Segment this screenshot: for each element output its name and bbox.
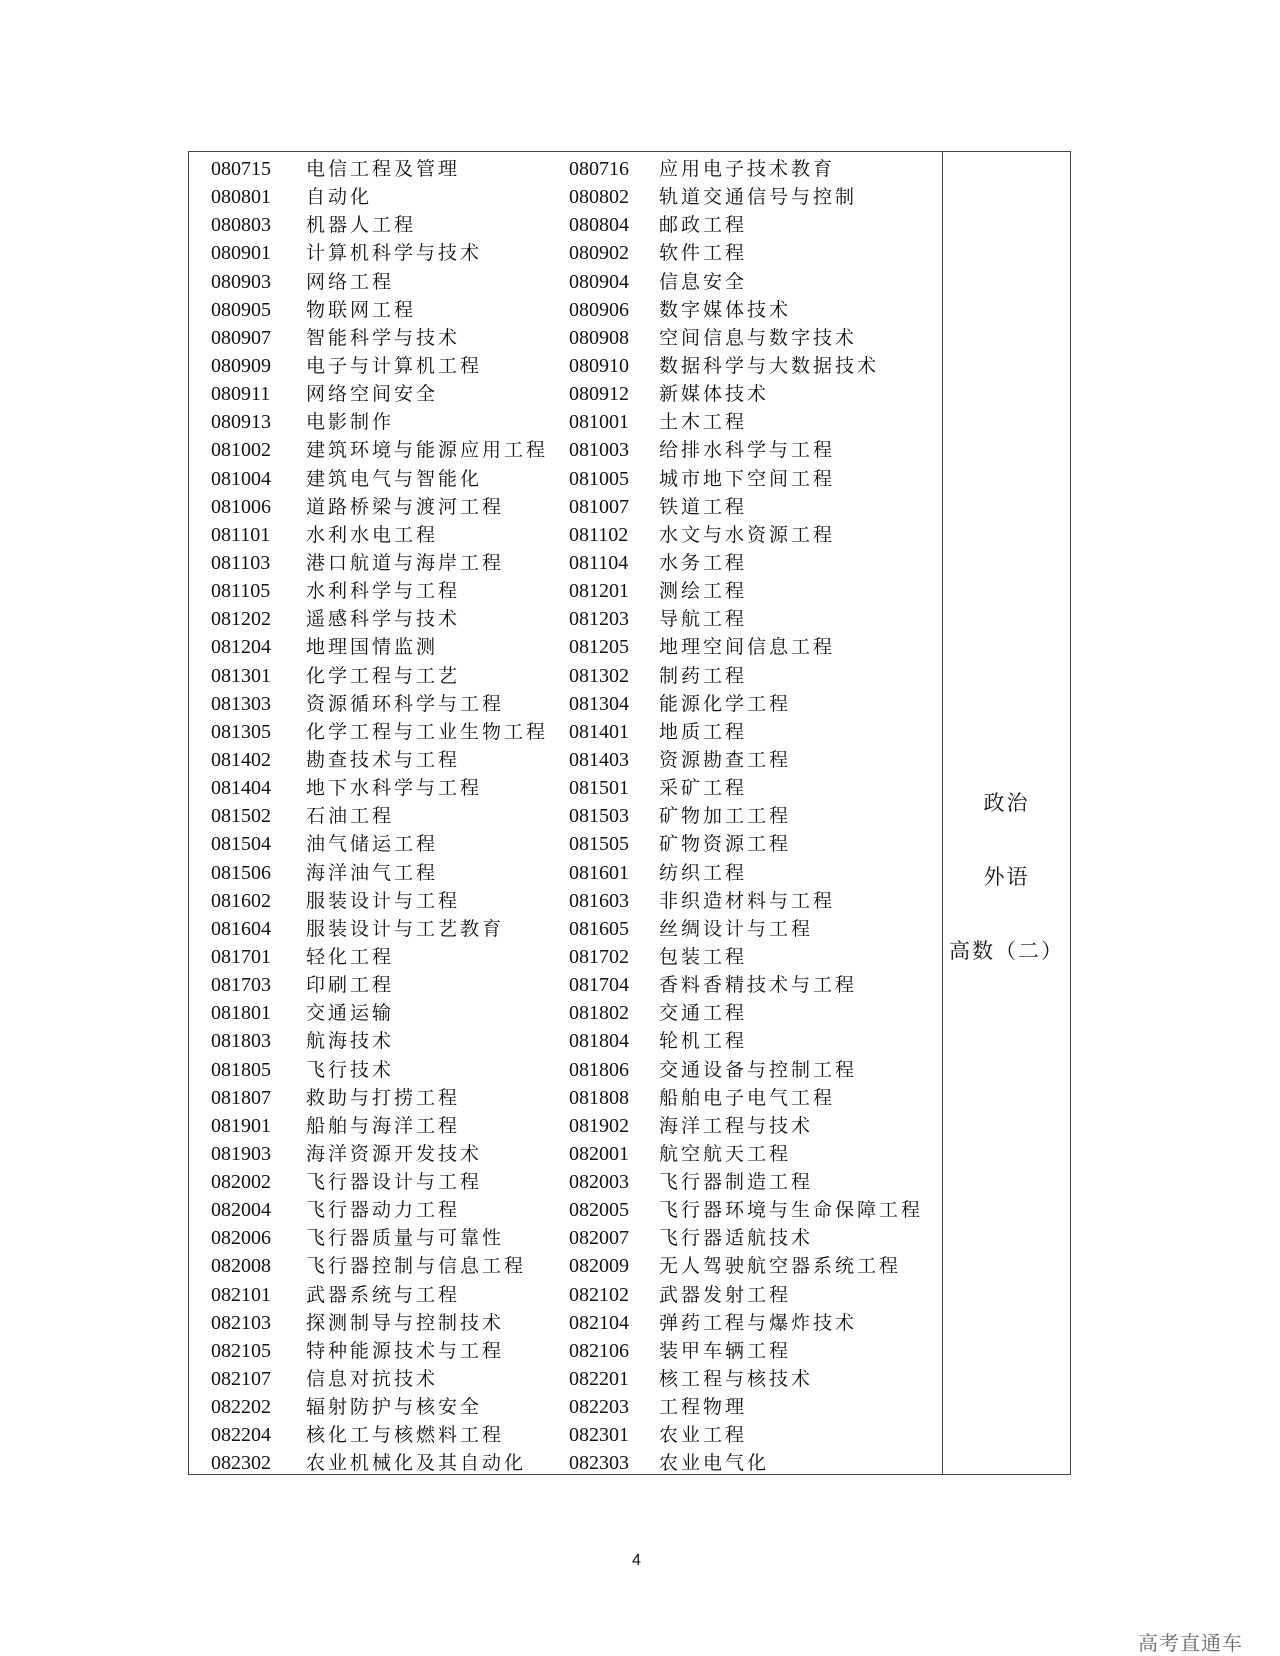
table-row xyxy=(189,1421,942,1449)
major-name: 网络工程 xyxy=(306,270,395,293)
major-code: 080907 xyxy=(211,326,271,349)
table-row xyxy=(189,155,942,183)
major-name: 数字媒体技术 xyxy=(659,298,792,321)
major-code: 081803 xyxy=(211,1030,271,1053)
major-name: 服装设计与工艺教育 xyxy=(306,917,505,940)
major-code: 080901 xyxy=(211,242,271,265)
major-code: 080801 xyxy=(211,186,271,209)
major-code: 081704 xyxy=(569,974,629,997)
major-name: 海洋工程与技术 xyxy=(659,1114,814,1137)
major-name: 农业工程 xyxy=(659,1424,748,1447)
major-code: 080715 xyxy=(211,158,271,180)
table-row xyxy=(189,999,942,1027)
major-code: 082001 xyxy=(569,1142,629,1165)
major-name: 飞行器适航技术 xyxy=(659,1227,814,1250)
major-code: 082103 xyxy=(211,1311,271,1334)
major-code: 081301 xyxy=(211,664,271,687)
major-code: 080909 xyxy=(211,354,271,377)
major-code: 082002 xyxy=(211,1171,271,1194)
major-name: 武器发射工程 xyxy=(659,1283,792,1306)
major-code: 082303 xyxy=(569,1452,629,1475)
major-code: 080905 xyxy=(211,298,271,321)
major-name: 农业机械化及其自动化 xyxy=(306,1452,527,1475)
major-name: 制药工程 xyxy=(659,664,748,687)
major-name: 非织造材料与工程 xyxy=(659,889,836,912)
major-name: 物联网工程 xyxy=(306,298,417,321)
major-code: 081503 xyxy=(569,805,629,828)
major-name: 轮机工程 xyxy=(659,1030,748,1053)
major-name: 飞行器制造工程 xyxy=(659,1171,814,1194)
major-name: 地下水科学与工程 xyxy=(306,777,483,800)
major-code: 080904 xyxy=(569,270,629,293)
table-row xyxy=(189,1281,942,1309)
table-row xyxy=(189,1112,942,1140)
major-code: 081005 xyxy=(569,467,629,490)
table-row xyxy=(189,774,942,802)
major-name: 印刷工程 xyxy=(306,974,395,997)
major-code: 081304 xyxy=(569,692,629,715)
major-name: 电子与计算机工程 xyxy=(306,354,483,377)
major-name: 工程物理 xyxy=(659,1396,748,1419)
major-name: 纺织工程 xyxy=(659,861,748,884)
major-name: 航海技术 xyxy=(306,1030,395,1053)
major-name: 导航工程 xyxy=(659,608,748,631)
major-name: 船舶与海洋工程 xyxy=(306,1114,461,1137)
table-row xyxy=(189,1140,942,1168)
major-name: 电信工程及管理 xyxy=(306,158,461,180)
major-name: 飞行器设计与工程 xyxy=(306,1171,483,1194)
major-name: 装甲车辆工程 xyxy=(659,1339,792,1362)
major-name: 软件工程 xyxy=(659,242,748,265)
major-code: 081808 xyxy=(569,1086,629,1109)
major-name: 轻化工程 xyxy=(306,945,395,968)
major-code: 080908 xyxy=(569,326,629,349)
table-row xyxy=(189,577,942,605)
table-row xyxy=(189,690,942,718)
table-row xyxy=(189,183,942,211)
major-name: 电影制作 xyxy=(306,411,395,434)
major-name: 建筑环境与能源应用工程 xyxy=(306,439,549,462)
major-code: 081003 xyxy=(569,439,629,462)
major-code: 081004 xyxy=(211,467,271,490)
major-name: 救助与打捞工程 xyxy=(306,1086,461,1109)
major-code: 080906 xyxy=(569,298,629,321)
major-code: 080902 xyxy=(569,242,629,265)
major-name: 地质工程 xyxy=(659,720,748,743)
major-code: 081007 xyxy=(569,495,629,518)
table-row xyxy=(189,1449,942,1477)
major-name: 智能科学与技术 xyxy=(306,326,461,349)
major-name: 辐射防护与核安全 xyxy=(306,1396,483,1419)
table-row xyxy=(189,605,942,633)
major-code: 081804 xyxy=(569,1030,629,1053)
table-row xyxy=(189,436,942,464)
major-name: 农业电气化 xyxy=(659,1452,770,1475)
major-code: 081402 xyxy=(211,748,271,771)
table-row xyxy=(189,1056,942,1084)
major-name: 水务工程 xyxy=(659,551,748,574)
table-row xyxy=(189,1224,942,1252)
major-code: 082005 xyxy=(569,1199,629,1222)
table-row xyxy=(189,549,942,577)
major-name: 道路桥梁与渡河工程 xyxy=(306,495,505,518)
table-row xyxy=(189,943,942,971)
table-row xyxy=(189,633,942,661)
major-code: 081805 xyxy=(211,1058,271,1081)
major-code: 080804 xyxy=(569,214,629,237)
major-name: 船舶电子电气工程 xyxy=(659,1086,836,1109)
major-code: 082009 xyxy=(569,1255,629,1278)
table-row xyxy=(189,408,942,436)
major-code: 082003 xyxy=(569,1171,629,1194)
major-name: 数据科学与大数据技术 xyxy=(659,354,880,377)
major-name: 矿物资源工程 xyxy=(659,833,792,856)
major-code: 082203 xyxy=(569,1396,629,1419)
major-code: 081404 xyxy=(211,777,271,800)
major-name: 信息对抗技术 xyxy=(306,1368,439,1391)
major-name: 网络空间安全 xyxy=(306,383,439,406)
major-name: 海洋资源开发技术 xyxy=(306,1142,483,1165)
major-code: 082004 xyxy=(211,1199,271,1222)
table-row xyxy=(189,1027,942,1055)
majors-rows xyxy=(189,155,942,1478)
major-code: 081603 xyxy=(569,889,629,912)
major-name: 资源勘查工程 xyxy=(659,748,792,771)
major-name: 服装设计与工程 xyxy=(306,889,461,912)
major-name: 武器系统与工程 xyxy=(306,1283,461,1306)
table-row xyxy=(189,521,942,549)
major-code: 081101 xyxy=(211,523,271,546)
major-name: 应用电子技术教育 xyxy=(659,158,836,180)
major-code: 081002 xyxy=(211,439,271,462)
major-code: 080911 xyxy=(211,383,271,406)
table-row xyxy=(189,239,942,267)
major-name: 水利水电工程 xyxy=(306,523,439,546)
major-code: 082106 xyxy=(569,1339,629,1362)
major-name: 水利科学与工程 xyxy=(306,580,461,603)
major-name: 交通运输 xyxy=(306,1002,395,1025)
subject-foreign-language: 外语 xyxy=(983,865,1030,889)
major-name: 土木工程 xyxy=(659,411,748,434)
major-code: 081102 xyxy=(569,523,629,546)
major-name: 核化工与核燃料工程 xyxy=(306,1424,505,1447)
table-row xyxy=(189,887,942,915)
table-row xyxy=(189,380,942,408)
major-code: 080912 xyxy=(569,383,629,406)
major-name: 能源化学工程 xyxy=(659,692,792,715)
major-code: 080716 xyxy=(569,158,629,180)
table-row xyxy=(189,915,942,943)
major-name: 计算机科学与技术 xyxy=(306,242,483,265)
major-name: 特种能源技术与工程 xyxy=(306,1339,505,1362)
major-code: 081501 xyxy=(569,777,629,800)
table-row xyxy=(189,830,942,858)
major-code: 081506 xyxy=(211,861,271,884)
major-code: 081703 xyxy=(211,974,271,997)
major-name: 交通工程 xyxy=(659,1002,748,1025)
major-name: 信息安全 xyxy=(659,270,748,293)
major-name: 飞行器环境与生命保障工程 xyxy=(659,1199,924,1222)
major-name: 矿物加工工程 xyxy=(659,805,792,828)
major-code: 082006 xyxy=(211,1227,271,1250)
major-code: 082007 xyxy=(569,1227,629,1250)
major-name: 化学工程与工艺 xyxy=(306,664,461,687)
page-number: 4 xyxy=(632,1552,641,1569)
major-name: 建筑电气与智能化 xyxy=(306,467,483,490)
major-code: 081806 xyxy=(569,1058,629,1081)
major-code: 081104 xyxy=(569,551,629,574)
major-code: 081302 xyxy=(569,664,629,687)
major-name: 核工程与核技术 xyxy=(659,1368,814,1391)
major-name: 航空航天工程 xyxy=(659,1142,792,1165)
major-code: 082202 xyxy=(211,1396,271,1419)
table-row xyxy=(189,1252,942,1280)
major-name: 遥感科学与技术 xyxy=(306,608,461,631)
major-code: 082107 xyxy=(211,1368,271,1391)
major-code: 081902 xyxy=(569,1114,629,1137)
major-name: 无人驾驶航空器系统工程 xyxy=(659,1255,902,1278)
major-code: 081505 xyxy=(569,833,629,856)
major-code: 080803 xyxy=(211,214,271,237)
major-code: 081901 xyxy=(211,1114,271,1137)
major-code: 082201 xyxy=(569,1368,629,1391)
major-code: 081001 xyxy=(569,411,629,434)
major-code: 081303 xyxy=(211,692,271,715)
table-row xyxy=(189,1168,942,1196)
major-code: 081604 xyxy=(211,917,271,940)
major-name: 港口航道与海岸工程 xyxy=(306,551,505,574)
table-row xyxy=(189,746,942,774)
subject-math: 高数（二） xyxy=(949,939,1064,963)
major-code: 082102 xyxy=(569,1283,629,1306)
table-row xyxy=(189,1337,942,1365)
major-name: 石油工程 xyxy=(306,805,395,828)
major-code: 081702 xyxy=(569,945,629,968)
table-row xyxy=(189,1309,942,1337)
table-row xyxy=(189,296,942,324)
major-code: 082301 xyxy=(569,1424,629,1447)
major-name: 机器人工程 xyxy=(306,214,417,237)
major-code: 081701 xyxy=(211,945,271,968)
major-code: 081105 xyxy=(211,580,271,603)
major-code: 082204 xyxy=(211,1424,271,1447)
table-row xyxy=(189,971,942,999)
major-name: 海洋油气工程 xyxy=(306,861,439,884)
major-name: 交通设备与控制工程 xyxy=(659,1058,858,1081)
major-code: 080913 xyxy=(211,411,271,434)
major-name: 给排水科学与工程 xyxy=(659,439,836,462)
table-row xyxy=(189,1393,942,1421)
major-code: 082302 xyxy=(211,1452,271,1475)
major-code: 081605 xyxy=(569,917,629,940)
major-name: 地理国情监测 xyxy=(306,636,439,659)
major-name: 勘查技术与工程 xyxy=(306,748,461,771)
major-code: 082101 xyxy=(211,1283,271,1306)
major-name: 香料香精技术与工程 xyxy=(659,974,858,997)
major-name: 空间信息与数字技术 xyxy=(659,326,858,349)
major-code: 082008 xyxy=(211,1255,271,1278)
table-row xyxy=(189,1365,942,1393)
table-row xyxy=(189,211,942,239)
major-code: 081807 xyxy=(211,1086,271,1109)
major-code: 081802 xyxy=(569,1002,629,1025)
major-name: 资源循环科学与工程 xyxy=(306,692,505,715)
major-name: 地理空间信息工程 xyxy=(659,636,836,659)
major-name: 铁道工程 xyxy=(659,495,748,518)
major-name: 飞行技术 xyxy=(306,1058,395,1081)
major-name: 包装工程 xyxy=(659,945,748,968)
major-name: 丝绸设计与工程 xyxy=(659,917,814,940)
major-name: 探测制导与控制技术 xyxy=(306,1311,505,1334)
major-name: 采矿工程 xyxy=(659,777,748,800)
major-code: 081201 xyxy=(569,580,629,603)
table-row xyxy=(189,1196,942,1224)
subject-politics: 政治 xyxy=(983,791,1030,815)
major-code: 081202 xyxy=(211,608,271,631)
major-name: 邮政工程 xyxy=(659,214,748,237)
major-code: 081204 xyxy=(211,636,271,659)
major-name: 轨道交通信号与控制 xyxy=(659,186,858,209)
major-code: 081203 xyxy=(569,608,629,631)
exam-subjects xyxy=(943,787,1070,1009)
major-code: 082104 xyxy=(569,1311,629,1334)
major-code: 081903 xyxy=(211,1142,271,1165)
major-code: 081103 xyxy=(211,551,271,574)
major-name: 飞行器控制与信息工程 xyxy=(306,1255,527,1278)
major-name: 飞行器动力工程 xyxy=(306,1199,461,1222)
major-code: 081205 xyxy=(569,636,629,659)
major-code: 080910 xyxy=(569,354,629,377)
major-name: 油气储运工程 xyxy=(306,833,439,856)
table-row xyxy=(189,465,942,493)
table-row xyxy=(189,1084,942,1112)
major-code: 080802 xyxy=(569,186,629,209)
major-code: 081502 xyxy=(211,805,271,828)
major-name: 新媒体技术 xyxy=(659,383,770,406)
major-code: 081403 xyxy=(569,748,629,771)
table-row xyxy=(189,718,942,746)
table-row xyxy=(189,352,942,380)
table-row xyxy=(189,662,942,690)
major-code: 081602 xyxy=(211,889,271,912)
major-code: 081601 xyxy=(569,861,629,884)
major-name: 自动化 xyxy=(306,186,373,209)
major-name: 飞行器质量与可靠性 xyxy=(306,1227,505,1250)
major-code: 081504 xyxy=(211,833,271,856)
table-row xyxy=(189,268,942,296)
watermark: 高考直通车 xyxy=(1138,1631,1243,1655)
major-name: 水文与水资源工程 xyxy=(659,523,836,546)
major-code: 081401 xyxy=(569,720,629,743)
major-name: 弹药工程与爆炸技术 xyxy=(659,1311,858,1334)
major-code: 082105 xyxy=(211,1339,271,1362)
table-row xyxy=(189,859,942,887)
major-code: 081006 xyxy=(211,495,271,518)
major-code: 080903 xyxy=(211,270,271,293)
major-name: 测绘工程 xyxy=(659,580,748,603)
table-row xyxy=(189,324,942,352)
major-code: 081801 xyxy=(211,1002,271,1025)
table-row xyxy=(189,493,942,521)
major-code: 081305 xyxy=(211,720,271,743)
major-name: 城市地下空间工程 xyxy=(659,467,836,490)
table-row xyxy=(189,802,942,830)
majors-table xyxy=(188,151,1071,1475)
major-name: 化学工程与工业生物工程 xyxy=(306,720,549,743)
